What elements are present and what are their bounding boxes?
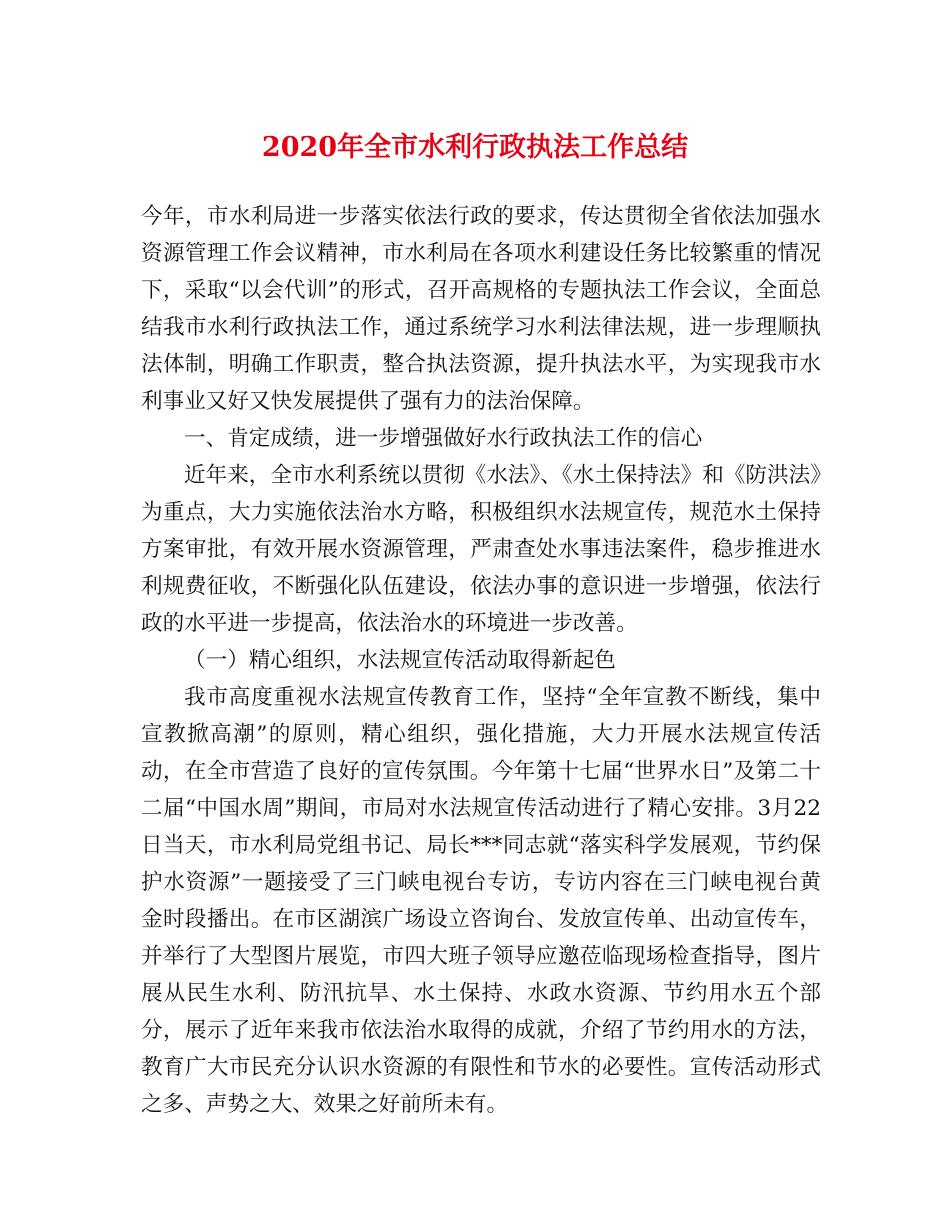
section-1-paragraph: 近年来，全市水利系统以贯彻《水法》、《水土保持法》和《防洪法》为重点，大力实施依法治水方略，积极组织水法规宣传，规范水土保持方案审批，有效开展水资源管理，严肃查处水事违法案件，稳步推进水利规费征收，不断强化队伍建设，依法办事的意识进一步增强，依法行政的水平进一步提高，依法治水的环境进一步改善。: [141, 463, 822, 636]
document-title: 2020年全市水利行政执法工作总结: [261, 132, 689, 163]
intro-paragraph: 今年，市水利局进一步落实依法行政的要求，传达贯彻全省依法加强水资源管理工作会议精神，市水利局在各项水利建设任务比较繁重的情况下，采取“以会代训”的形式，召开高规格的专题执法工作会议，全面总结我市水利行政执法工作，通过系统学习水利法律法规，进一步理顺执法体制，明确工作职责，整合执法资源，提升执法水平，为实现我市水利事业又好又快发展提供了强有力的法治保障。: [141, 204, 821, 414]
section-heading-1: 一、肯定成绩，进一步增强做好水行政执法工作的信心: [184, 426, 703, 451]
document-body: [141, 198, 821, 1123]
subsection-heading-1: （一）精心组织，水法规宣传活动取得新起色: [184, 648, 616, 673]
subsection-1-paragraph: 我市高度重视水法规宣传教育工作，坚持“全年宣教不断线，集中宣教掀高潮”的原则，精心组织，强化措施，大力开展水法规宣传活动，在全市营造了良好的宣传氛围。今年第十七届“世界水日”及第二十二届“中国水周”期间，市局对水法规宣传活动进行了精心安排。3月22日当天，市水利局党组书记、局长***同志就“落实科学发展观，节约保护水资源”一题接受了三门峡电视台专访，专访内容在三门峡电视台黄金时段播出。在市区湖滨广场设立咨询台、发放宣传单、出动宣传车，并举行了大型图片展览，市四大班子领导应邀莅临现场检查指导，图片展从民生水利、防汛抗旱、水土保持、水政水资源、节约用水五个部分，展示了近年来我市依法治水取得的成就，介绍了节约用水的方法，教育广大市民充分认识水资源的有限性和节水的必要性。宣传活动形式之多、声势之大、效果之好前所未有。: [141, 685, 821, 1117]
